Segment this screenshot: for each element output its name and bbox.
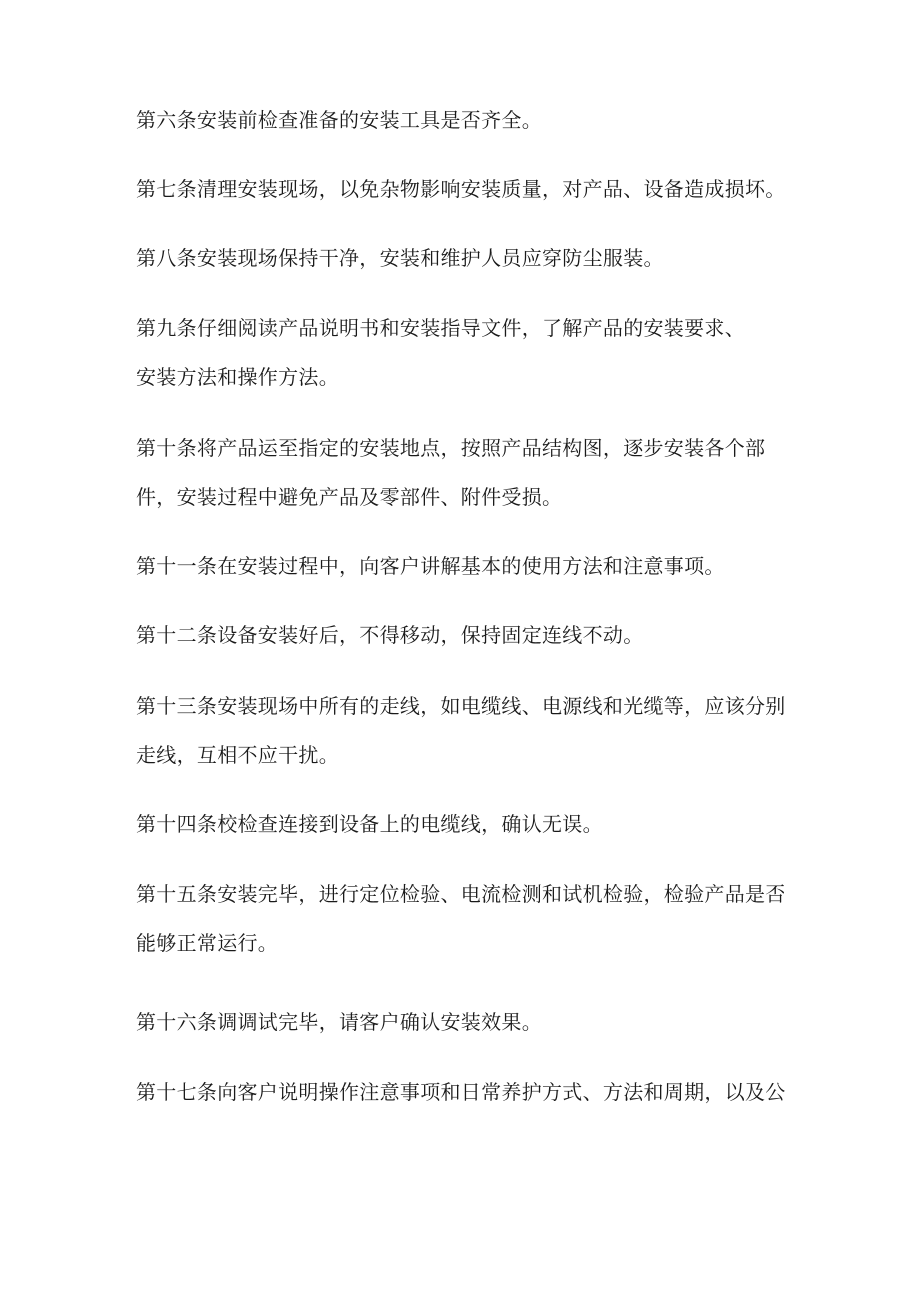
paragraph-line: 能够正常运行。 <box>136 931 279 955</box>
paragraph-line: 件，安装过程中避免产品及零部件、附件受损。 <box>136 485 563 509</box>
paragraph-line: 第十二条设备安装好后，不得移动，保持固定连线不动。 <box>136 623 644 647</box>
paragraph-line: 安装方法和操作方法。 <box>136 365 339 389</box>
article-16 <box>136 998 542 1047</box>
paragraph-line: 第十四条校检查连接到设备上的电缆线，确认无误。 <box>136 812 603 836</box>
paragraph-line: 第十六条调调试完毕，请客户确认安装效果。 <box>136 1010 542 1034</box>
paragraph-line: 第十一条在安装过程中，向客户讲解基本的使用方法和注意事项。 <box>136 554 725 578</box>
article-11 <box>136 542 725 591</box>
paragraph-line: 第九条仔细阅读产品说明书和安装指导文件，了解产品的安装要求、 <box>136 316 745 340</box>
article-17 <box>136 1068 786 1117</box>
article-7 <box>136 165 786 214</box>
article-12 <box>136 611 644 660</box>
paragraph-line: 第十七条向客户说明操作注意事项和日常养护方式、方法和周期，以及公 <box>136 1080 786 1104</box>
paragraph-line: 第七条清理安装现场，以免杂物影响安装质量，对产品、设备造成损坏。 <box>136 177 786 201</box>
paragraph-line: 第十三条安装现场中所有的走线，如电缆线、电源线和光缆等，应该分别 <box>136 694 786 718</box>
article-10 <box>136 424 765 522</box>
paragraph-line: 第六条安装前检查准备的安装工具是否齐全。 <box>136 108 542 132</box>
paragraph-line: 走线，互相不应干扰。 <box>136 743 339 767</box>
article-9 <box>136 304 745 402</box>
article-13 <box>136 682 786 780</box>
paragraph-line: 第十条将产品运至指定的安装地点，按照产品结构图，逐步安装各个部 <box>136 436 766 460</box>
article-14 <box>136 800 603 849</box>
article-6 <box>136 96 542 145</box>
paragraph-line: 第十五条安装完毕，进行定位检验、电流检测和试机检验，检验产品是否 <box>136 882 786 906</box>
article-15 <box>136 870 786 968</box>
article-8 <box>136 234 664 283</box>
paragraph-line: 第八条安装现场保持干净，安装和维护人员应穿防尘服装。 <box>136 246 664 270</box>
